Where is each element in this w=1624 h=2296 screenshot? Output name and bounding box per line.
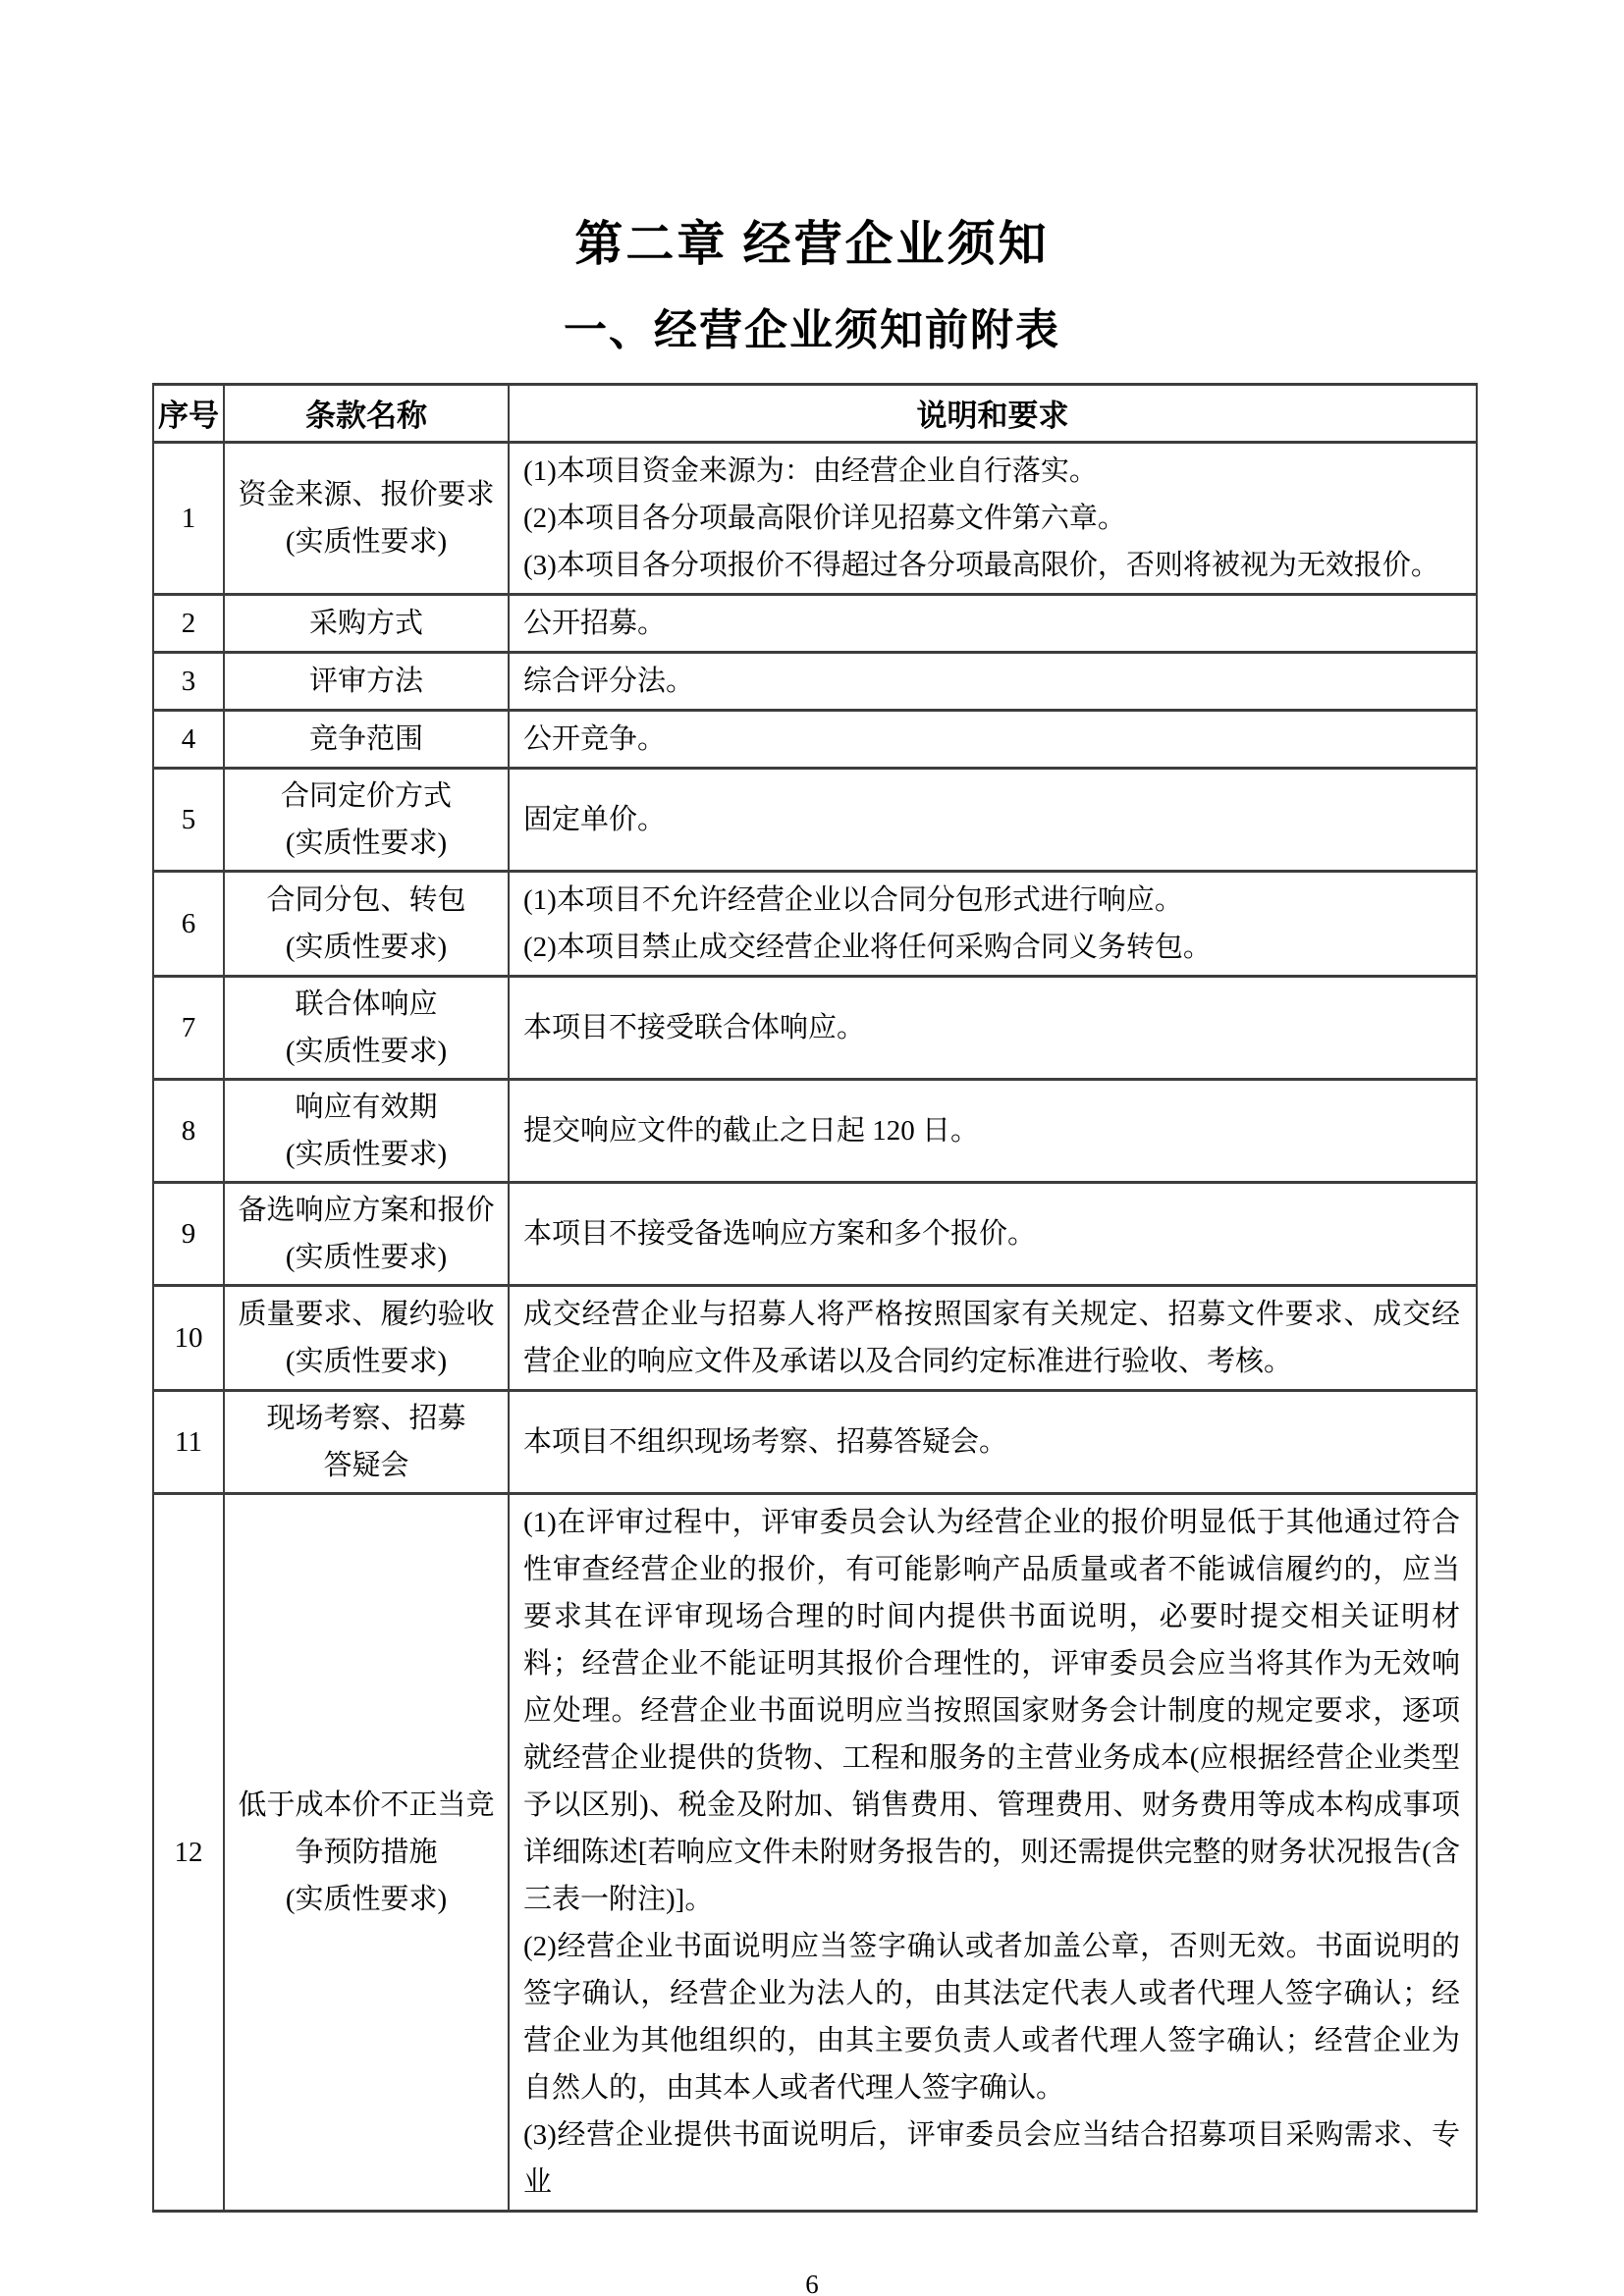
clause-name-cell [224, 1285, 509, 1390]
description-paragraph: 公开招募。 [523, 607, 667, 639]
chapter-title: 第二章 经营企业须知 [574, 217, 1050, 271]
table-header-row [153, 384, 1477, 442]
description-paragraph: (3)本项目各分项报价不得超过各分项最高限价，否则将被视为无效报价。 [523, 549, 1439, 581]
clause-name: 质量要求、履约验收 [238, 1298, 495, 1330]
description-paragraph: (2)本项目各分项最高限价详见招募文件第六章。 [523, 502, 1126, 534]
row-number: 2 [153, 594, 224, 652]
description-paragraph: (1)在评审过程中，评审委员会认为经营企业的报价明显低于其他通过符合性审查经营企业的报价，有可能影响产品质量或者不能诚信履约的，应当要求其在评审现场合理的时间内提供书面说明，必要时提交相关证明材料；经营企业不能证明其报价合理性的，评审委员会应当将其作为无效响应处理。经营企业书面说明应当按照国家财务会计制度的规定要求，逐项就经营企业提供的货物、工程和服务的主营业务成本(应根据经营企业类型予以区别)、税金及附加、销售费用、管理费用、财务费用等成本构成事项详细陈述[若响应文件未附财务报告的，则还需提供完整的财务状况报告(含三表一附注)]。 [523, 1506, 1460, 1915]
header-name: 条款名称 [224, 384, 509, 442]
clause-name-cell [224, 768, 509, 871]
table-row [153, 1493, 1477, 2211]
description-paragraph: (1)本项目资金来源为：由经营企业自行落实。 [523, 454, 1098, 487]
description-paragraph: (1)本项目不允许经营企业以合同分包形式进行响应。 [523, 883, 1183, 916]
table-row [153, 976, 1477, 1079]
clause-note: (实质性要求) [285, 827, 448, 859]
row-number: 3 [153, 652, 224, 710]
clause-name: 答疑会 [323, 1449, 409, 1481]
row-number: 4 [153, 710, 224, 768]
clause-note: (实质性要求) [285, 1345, 448, 1377]
table-row [153, 710, 1477, 768]
table-row [153, 1390, 1477, 1493]
clause-name-cell [224, 1182, 509, 1285]
clause-name: 竞争范围 [308, 722, 423, 755]
clause-name: 合同分包、转包 [266, 883, 466, 916]
clause-name: 联合体响应 [295, 988, 438, 1020]
table-row [153, 1285, 1477, 1390]
clause-name: 响应有效期 [295, 1091, 438, 1123]
section-title: 一、经营企业须知前附表 [564, 305, 1060, 354]
table-row [153, 871, 1477, 976]
clause-note: (实质性要求) [285, 1241, 448, 1273]
description-paragraph: 本项目不组织现场考察、招募答疑会。 [523, 1425, 1008, 1458]
clause-name: 现场考察、招募 [266, 1402, 466, 1434]
description-cell [509, 1390, 1477, 1493]
clause-name-cell [224, 710, 509, 768]
clause-name: 采购方式 [308, 607, 423, 639]
table-row [153, 652, 1477, 710]
table-row [153, 1182, 1477, 1285]
clause-name-cell [224, 871, 509, 976]
clause-name: 资金来源、报价要求 [238, 478, 495, 510]
clause-name: 低于成本价不正当竞争预防措施 [238, 1789, 495, 1868]
row-number: 5 [153, 768, 224, 871]
table-row [153, 1079, 1477, 1182]
description-cell [509, 871, 1477, 976]
clause-name-cell [224, 1079, 509, 1182]
description-cell [509, 594, 1477, 652]
row-number: 11 [153, 1390, 224, 1493]
clause-name: 合同定价方式 [280, 779, 452, 812]
description-paragraph: (2)本项目禁止成交经营企业将任何采购合同义务转包。 [523, 931, 1212, 963]
description-cell [509, 710, 1477, 768]
description-cell [509, 1285, 1477, 1390]
description-paragraph: (3)经营企业提供书面说明后，评审委员会应当结合招募项目采购需求、专业 [523, 2118, 1460, 2198]
description-cell [509, 442, 1477, 594]
clause-name-cell [224, 1493, 509, 2211]
clause-name-cell [224, 594, 509, 652]
description-paragraph: 公开竞争。 [523, 722, 667, 755]
page-number: 6 [805, 2269, 819, 2296]
description-cell [509, 1493, 1477, 2211]
table-row [153, 768, 1477, 871]
description-paragraph: 本项目不接受备选响应方案和多个报价。 [523, 1217, 1037, 1250]
clause-note: (实质性要求) [285, 931, 448, 963]
table-row [153, 442, 1477, 594]
row-number: 10 [153, 1285, 224, 1390]
clause-note: (实质性要求) [285, 1883, 448, 1915]
clause-note: (实质性要求) [285, 525, 448, 558]
description-cell [509, 768, 1477, 871]
description-paragraph: (2)经营企业书面说明应当签字确认或者加盖公章，否则无效。书面说明的签字确认，经营企业为法人的，由其法定代表人或者代理人签字确认；经营企业为其他组织的，由其主要负责人或者代理人签字确认；经营企业为自然人的，由其本人或者代理人签字确认。 [523, 1930, 1460, 2104]
row-number: 12 [153, 1493, 224, 2211]
description-cell [509, 1182, 1477, 1285]
clause-name: 备选响应方案和报价 [238, 1194, 495, 1226]
description-cell [509, 976, 1477, 1079]
header-desc: 说明和要求 [509, 384, 1477, 442]
row-number: 6 [153, 871, 224, 976]
row-number: 8 [153, 1079, 224, 1182]
description-paragraph: 固定单价。 [523, 803, 667, 835]
clause-note: (实质性要求) [285, 1035, 448, 1067]
description-paragraph: 综合评分法。 [523, 665, 695, 697]
row-number: 7 [153, 976, 224, 1079]
table-row [153, 594, 1477, 652]
description-cell [509, 1079, 1477, 1182]
row-number: 9 [153, 1182, 224, 1285]
clause-name-cell [224, 976, 509, 1079]
row-number: 1 [153, 442, 224, 594]
description-cell [509, 652, 1477, 710]
description-paragraph: 提交响应文件的截止之日起 120 日。 [523, 1114, 980, 1147]
notice-table [152, 383, 1478, 2213]
description-paragraph: 成交经营企业与招募人将严格按照国家有关规定、招募文件要求、成交经营企业的响应文件及承诺以及合同约定标准进行验收、考核。 [523, 1298, 1460, 1377]
clause-name-cell [224, 652, 509, 710]
clause-note: (实质性要求) [285, 1138, 448, 1170]
description-paragraph: 本项目不接受联合体响应。 [523, 1011, 866, 1043]
clause-name-cell [224, 1390, 509, 1493]
clause-name-cell [224, 442, 509, 594]
header-no: 序号 [153, 384, 224, 442]
clause-name: 评审方法 [308, 665, 423, 697]
